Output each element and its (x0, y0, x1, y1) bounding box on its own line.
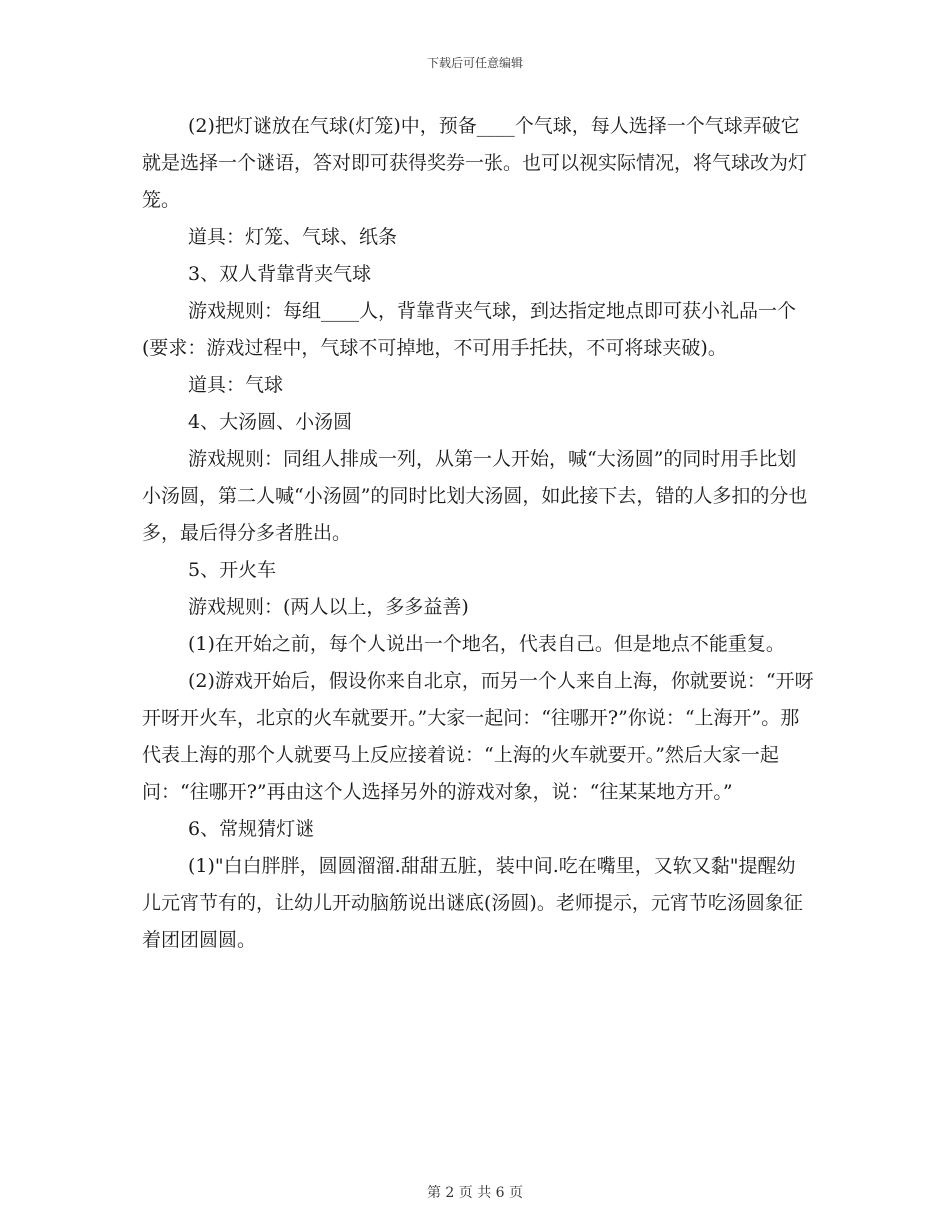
document-body (142, 108, 814, 959)
paragraph-train-step-2: (2)游戏开始后，假设你来自北京，而另一个人来自上海，你就要说：“开呀开呀开火车，北京的火车就要开。”大家一起问：“往哪开?”你说：“上海开”。那代表上海的那个人就要马上反应接着说：“上海的火车就要开。”然后大家一起问：“往哪开?”再由这个人选择另外的游戏对象，说：“往某某地方开。” (142, 670, 814, 803)
paragraph-props-lantern: 道具：灯笼、气球、纸条 (188, 226, 398, 248)
page-footer: 第 2 页 共 6 页 (426, 1185, 524, 1201)
paragraph-back-to-back-rules: 游戏规则：每组____人，背靠背夹气球，到达指定地点即可获小礼品一个(要求：游戏过程中，气球不可掉地，不可用手托扶，不可将球夹破)。 (142, 300, 797, 359)
paragraph-tangyuan-rules: 游戏规则：同组人排成一列，从第一人开始，喊“大汤圆”的同时用手比划小汤圆，第二人喊“小汤圆”的同时比划大汤圆，如此接下去，错的人多扣的分也多，最后得分多者胜出。 (142, 448, 808, 544)
paragraph-train-step-1: (1)在开始之前，每个人说出一个地名，代表自己。但是地点不能重复。 (188, 633, 785, 655)
paragraph-props-balloon: 道具：气球 (188, 374, 284, 396)
paragraph-train-rules: 游戏规则：(两人以上，多多益善) (188, 596, 469, 618)
heading-back-to-back-balloon: 3、双人背靠背夹气球 (188, 263, 372, 285)
heading-big-small-tangyuan: 4、大汤圆、小汤圆 (188, 411, 353, 433)
paragraph-balloon-riddle: (2)把灯谜放在气球(灯笼)中，预备____个气球，每人选择一个气球弄破它就是选择一个谜语，答对即可获得奖券一张。也可以视实际情况，将气球改为灯笼。 (142, 115, 808, 211)
page-header: 下载后可任意编辑 (426, 56, 523, 70)
heading-lantern-riddles: 6、常规猜灯谜 (188, 818, 315, 840)
paragraph-riddle-tangyuan: (1)"白白胖胖，圆圆溜溜.甜甜五脏，装中间.吃在嘴里，又软又黏"提醒幼儿元宵节有的，让幼儿开动脑筋说出谜底(汤圆)。老师提示，元宵节吃汤圆象征着团团圆圆。 (142, 855, 803, 951)
heading-train-game: 5、开火车 (188, 559, 277, 581)
